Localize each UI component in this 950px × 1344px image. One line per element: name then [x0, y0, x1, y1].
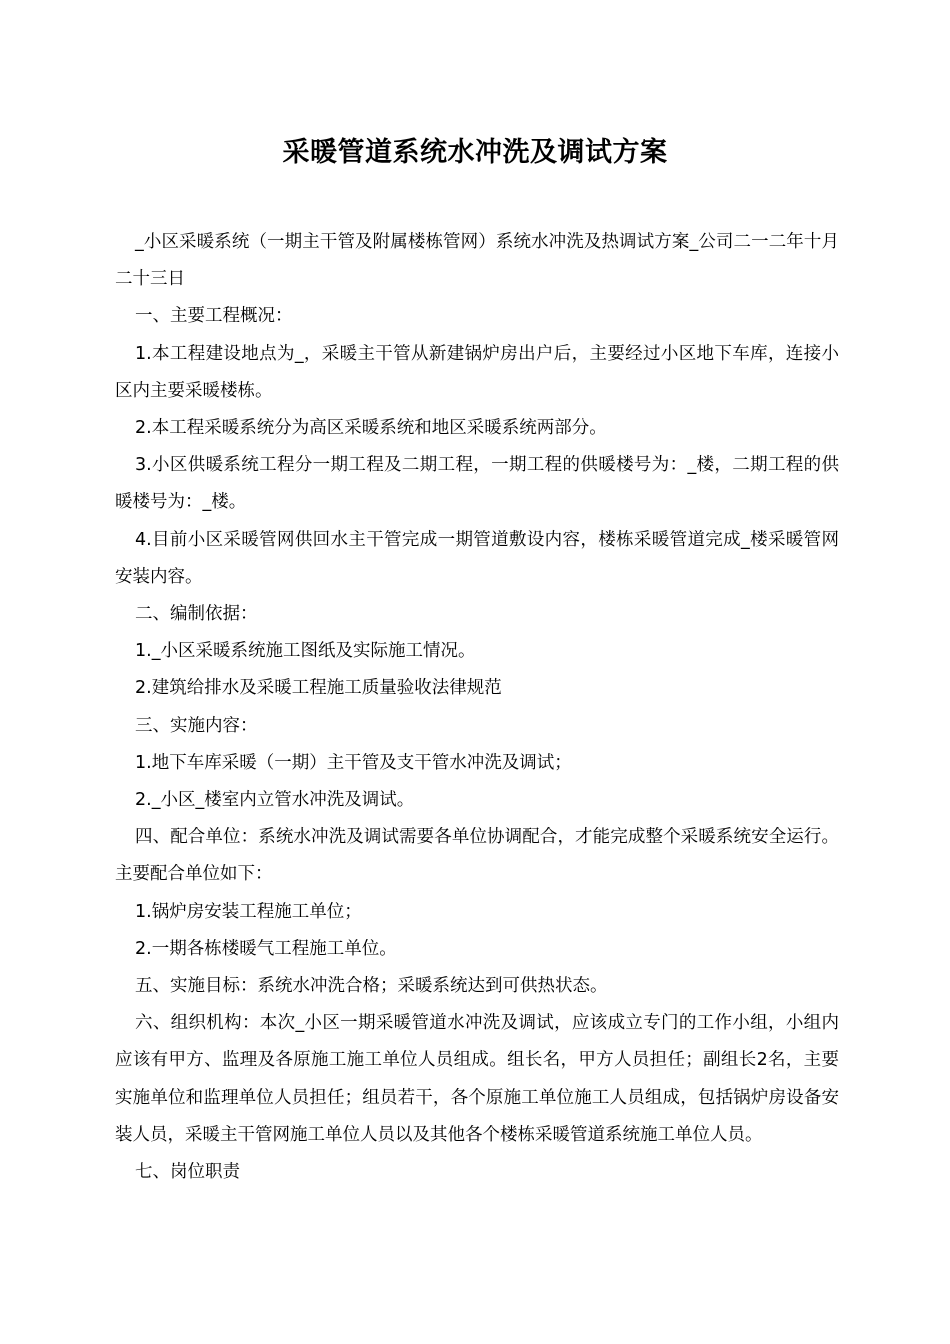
paragraph-units-1: 1.锅炉房安装工程施工单位； [135, 901, 362, 922]
paragraph-overview-4: 4.目前小区采暖管网供回水主干管完成一期管道敷设内容，楼栋采暖管道完成_楼采暖管网安装内容。 [115, 529, 839, 587]
heading-project-overview: 一、主要工程概况： [135, 306, 293, 327]
heading-basis: 二、编制依据： [135, 604, 258, 625]
document-body [115, 224, 839, 1191]
paragraph-scope-1: 1.地下车库采暖（一期）主干管及支干管水冲洗及调试； [135, 752, 572, 773]
heading-objectives: 五、实施目标：系统水冲洗合格；采暖系统达到可供热状态。 [135, 976, 608, 997]
paragraph-overview-2: 2.本工程采暖系统分为高区采暖系统和地区采暖系统两部分。 [135, 418, 607, 439]
paragraph-overview-3: 3.小区供暖系统工程分一期工程及二期工程，一期工程的供暖楼号为：_楼，二期工程的供暖楼号为：_楼。 [115, 455, 839, 513]
document-title: 采暖管道系统水冲洗及调试方案 [282, 137, 668, 168]
paragraph-scope-2: 2._小区_楼室内立管水冲洗及调试。 [135, 790, 415, 811]
paragraph-overview-1: 1.本工程建设地点为_，采暖主干管从新建锅炉房出户后，主要经过小区地下车库，连接小区内主要采暖楼栋。 [115, 343, 839, 401]
paragraph-basis-2: 2.建筑给排水及采暖工程施工质量验收法律规范 [135, 678, 502, 699]
paragraph-intro: _小区采暖系统（一期主干管及附属楼栋管网）系统水冲洗及热调试方案_公司二一二年十月二十三日 [115, 232, 839, 290]
heading-organization: 六、组织机构：本次_小区一期采暖管道水冲洗及调试，应该成立专门的工作小组，小组内应该有甲方、监理及各原施工施工单位人员组成。组长名，甲方人员担任；副组长2名，主要实施单位和监理单位人员担任；组员若干，各个原施工单位施工人员组成，包括锅炉房设备安装人员，采暖主干管网施工单位人员以及其他各个楼栋采暖管道系统施工单位人员。 [115, 1013, 839, 1145]
paragraph-basis-1: 1._小区采暖系统施工图纸及实际施工情况。 [135, 641, 476, 662]
heading-responsibilities: 七、岗位职责 [135, 1162, 240, 1183]
paragraph-units-2: 2.一期各栋楼暖气工程施工单位。 [135, 938, 397, 959]
heading-cooperating-units: 四、配合单位：系统水冲洗及调试需要各单位协调配合，才能完成整个采暖系统安全运行。主要配合单位如下： [115, 827, 839, 885]
heading-scope: 三、实施内容： [135, 715, 258, 736]
